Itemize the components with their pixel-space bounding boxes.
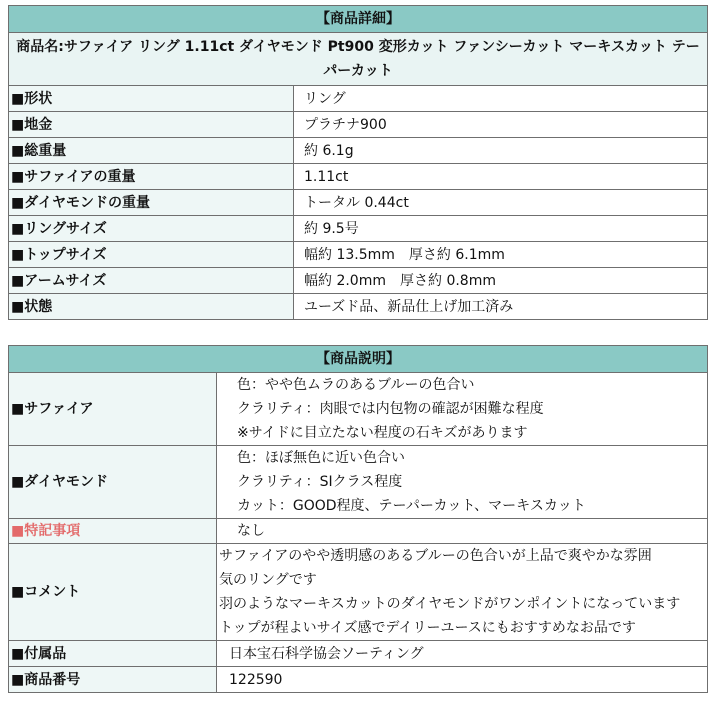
comment-text (217, 544, 708, 641)
special-notes-label: ■特記事項 (9, 519, 217, 544)
detail-value: 1.11ct (294, 164, 708, 190)
description-header: 【商品説明】 (9, 346, 708, 373)
comment-line: 気のリングです (219, 572, 317, 588)
detail-label: ■リングサイズ (9, 216, 294, 242)
detail-value: ユーズド品、新品仕上げ加工済み (294, 294, 708, 320)
comment-line: サファイアのやや透明感のあるブルーの色合いが上品で爽やかな雰囲 (219, 548, 652, 564)
diamond-color: 色：ほぼ無色に近い色合い (237, 450, 405, 466)
diamond-label: ■ダイヤモンド (9, 446, 217, 519)
sapphire-clarity: クラリティ：肉眼では内包物の確認が困難な程度 (237, 401, 544, 417)
desc-row-accessories (9, 641, 708, 667)
comment-line: 羽のようなマーキスカットのダイヤモンドがワンポイントになっています (219, 596, 681, 612)
accessories-label: ■付属品 (9, 641, 217, 667)
detail-label: ■ダイヤモンドの重量 (9, 190, 294, 216)
comment-label: ■コメント (9, 544, 217, 641)
diamond-clarity: クラリティ：SIクラス程度 (237, 474, 403, 490)
desc-row-special-notes (9, 519, 708, 544)
detail-value: トータル 0.44ct (294, 190, 708, 216)
detail-row-top-size (9, 242, 708, 268)
detail-label: ■サファイアの重量 (9, 164, 294, 190)
detail-row-diamond-weight (9, 190, 708, 216)
detail-value: 幅約 2.0mm 厚さ約 0.8mm (294, 268, 708, 294)
detail-value: 約 9.5号 (294, 216, 708, 242)
sapphire-note: ※サイドに目立たない程度の石キズがあります (237, 425, 528, 441)
detail-label: ■形状 (9, 86, 294, 112)
detail-value: リング (294, 86, 708, 112)
detail-row-metal (9, 112, 708, 138)
detail-row-condition (9, 294, 708, 320)
desc-row-product-number (9, 667, 708, 693)
detail-row-sapphire-weight (9, 164, 708, 190)
desc-row-sapphire (9, 373, 708, 446)
diamond-cut: カット：GOOD程度、テーパーカット、マーキスカット (237, 498, 586, 514)
product-number-label: ■商品番号 (9, 667, 217, 693)
sapphire-details (217, 373, 708, 446)
accessories-value: 日本宝石科学協会ソーティング (217, 641, 708, 667)
detail-label: ■地金 (9, 112, 294, 138)
detail-header: 【商品詳細】 (9, 6, 708, 33)
product-detail-table (8, 5, 708, 320)
detail-row-shape (9, 86, 708, 112)
desc-row-comment (9, 544, 708, 641)
sapphire-label: ■サファイア (9, 373, 217, 446)
detail-row-arm-size (9, 268, 708, 294)
product-name: 商品名:サファイア リング 1.11ct ダイヤモンド Pt900 変形カット ファンシーカット マーキスカット テーパーカット (9, 33, 708, 86)
detail-label: ■状態 (9, 294, 294, 320)
desc-row-diamond (9, 446, 708, 519)
detail-row-ring-size (9, 216, 708, 242)
detail-value: 約 6.1g (294, 138, 708, 164)
detail-label: ■総重量 (9, 138, 294, 164)
detail-label: ■アームサイズ (9, 268, 294, 294)
detail-row-total-weight (9, 138, 708, 164)
special-notes-value: なし (217, 519, 708, 544)
detail-value: 幅約 13.5mm 厚さ約 6.1mm (294, 242, 708, 268)
product-description-table (8, 345, 708, 693)
detail-label: ■トップサイズ (9, 242, 294, 268)
comment-line: トップが程よいサイズ感でデイリーユースにもおすすめなお品です (219, 620, 636, 636)
sapphire-color: 色：やや色ムラのあるブルーの色合い (237, 377, 475, 393)
product-number-value: 122590 (217, 667, 708, 693)
diamond-details (217, 446, 708, 519)
detail-value: プラチナ900 (294, 112, 708, 138)
